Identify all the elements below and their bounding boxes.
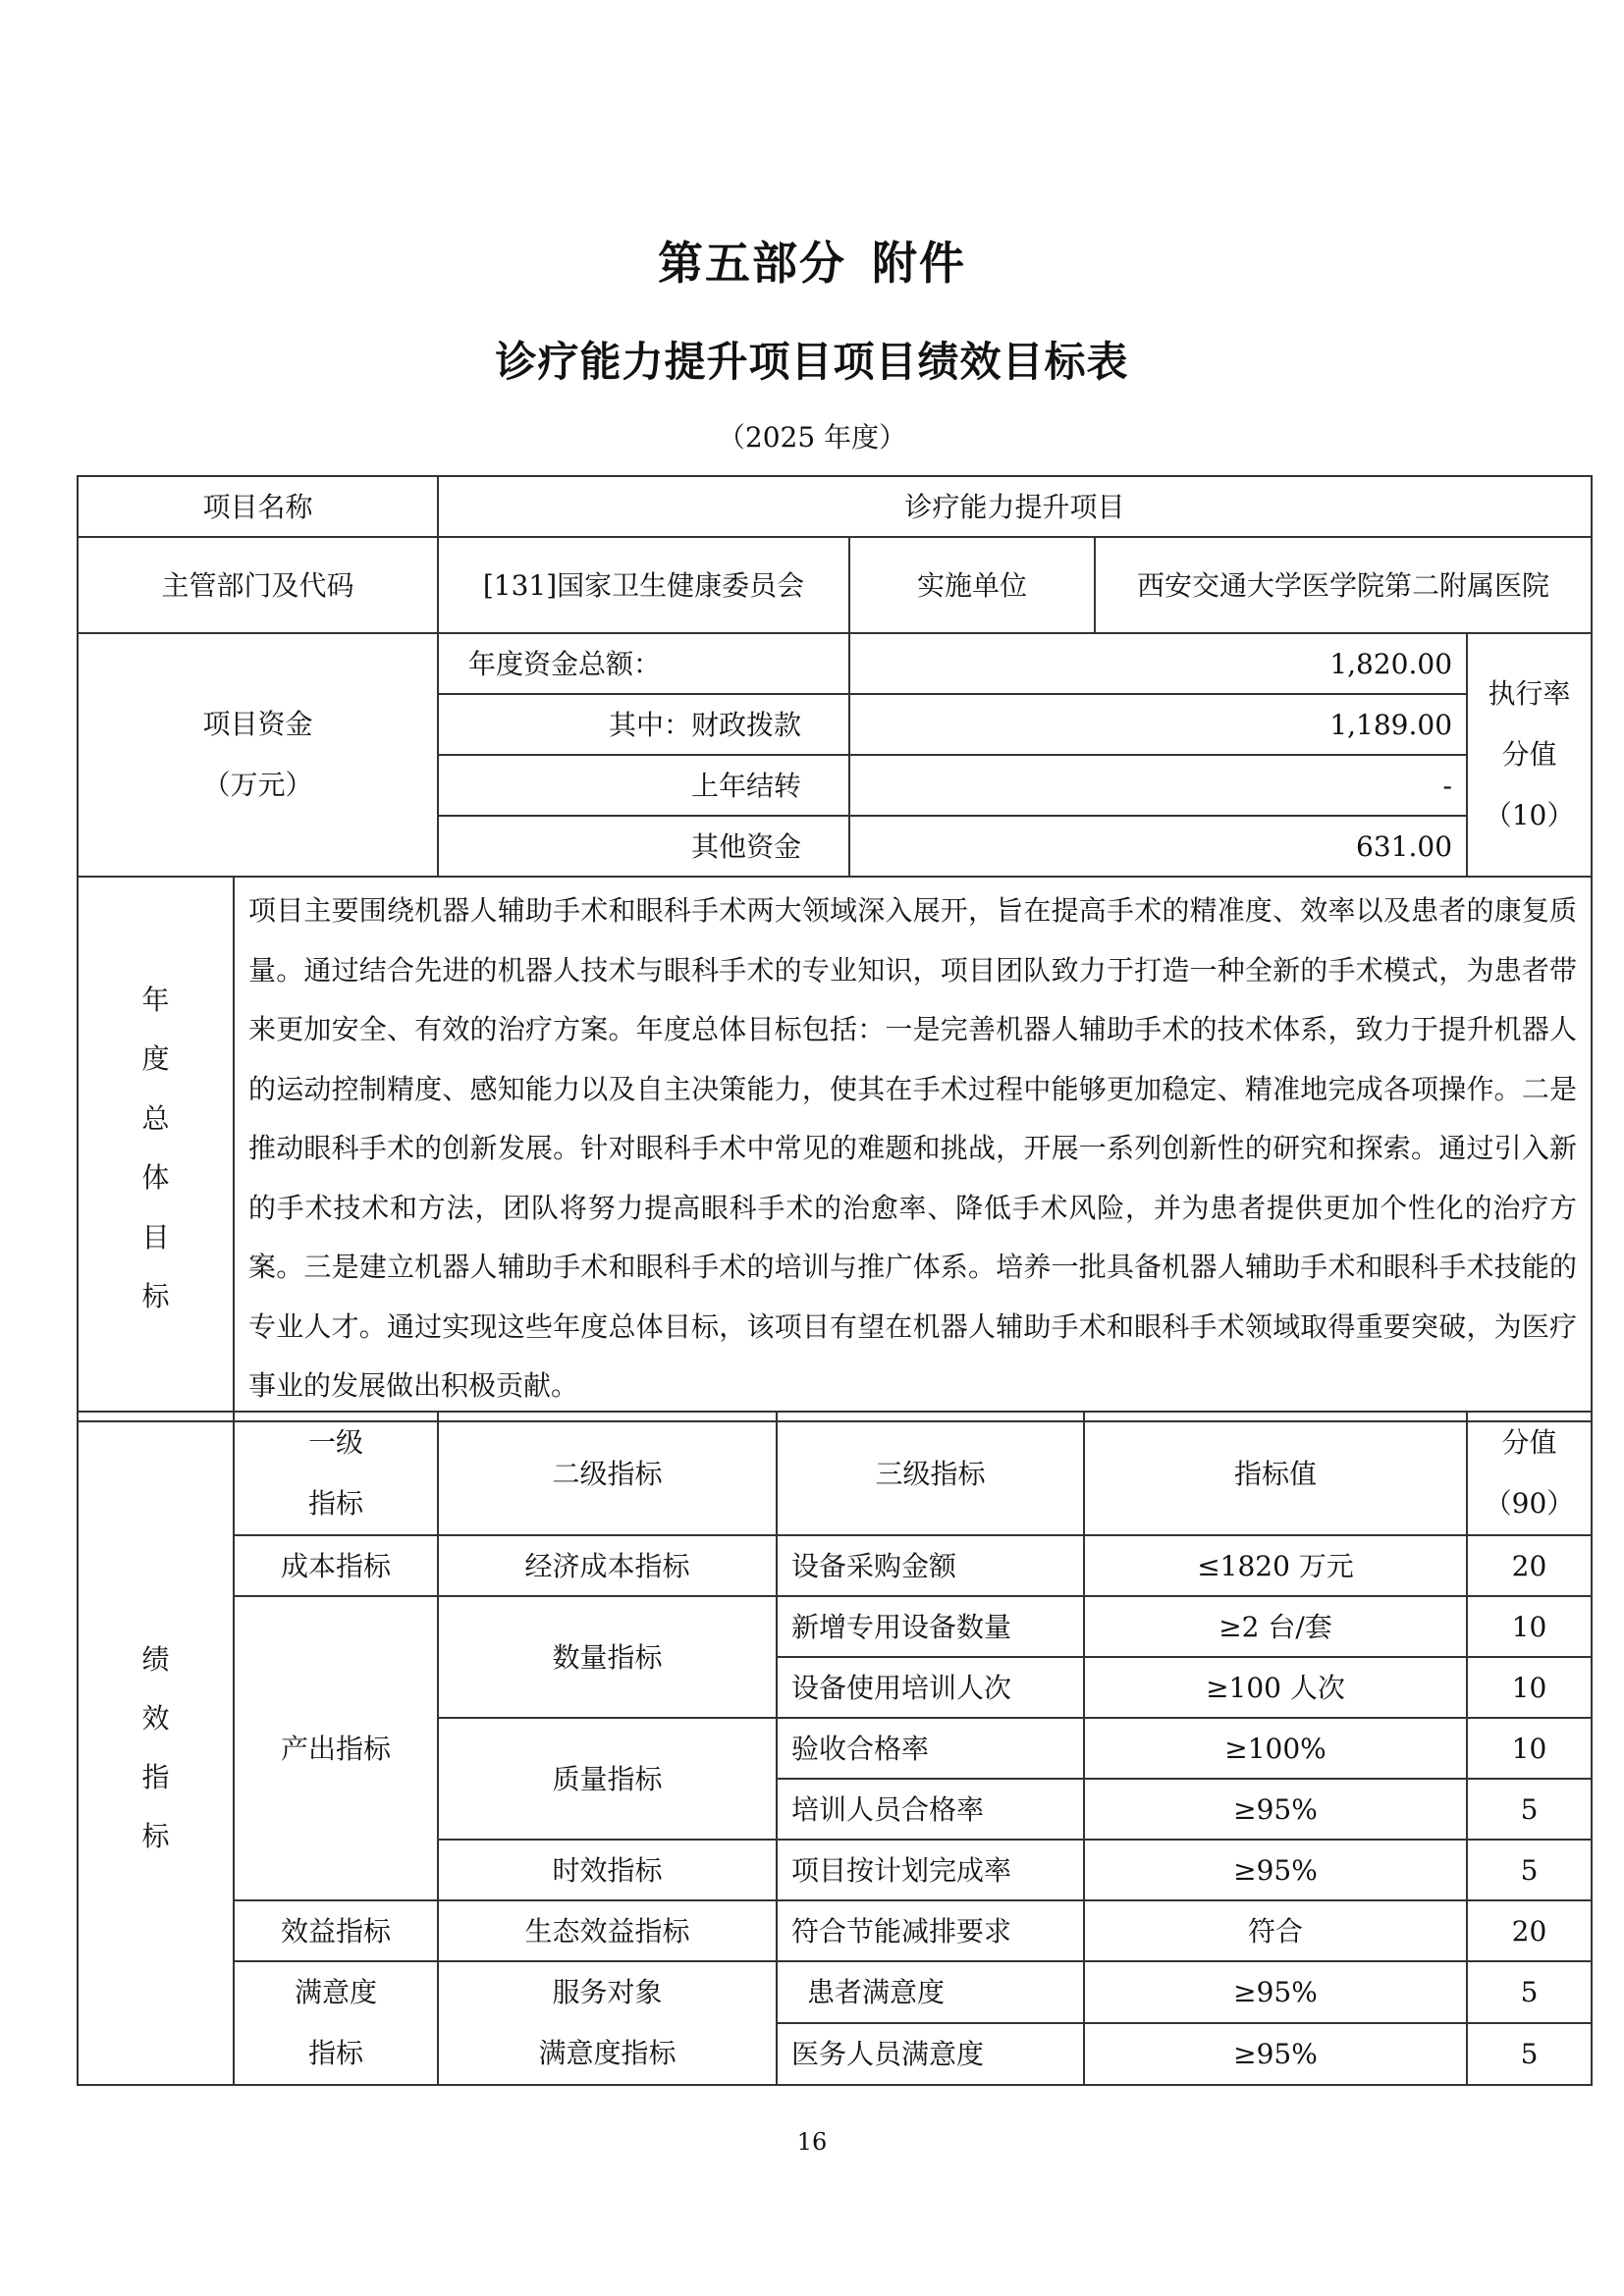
indicator-row [78, 1596, 1592, 1657]
header-level1-line: 一级 [307, 1426, 363, 1459]
implementing-unit-value: 西安交通大学医学院第二附属医院 [1095, 537, 1592, 633]
execution-rate-line3: （10） [1484, 799, 1575, 831]
performance-label-char: 标 [141, 1820, 170, 1852]
subgroup-quality: 质量指标 [438, 1718, 777, 1840]
project-name-row [78, 476, 1592, 537]
header-level1 [234, 1412, 438, 1535]
execution-rate-score [1467, 633, 1592, 877]
performance-label-char: 效 [141, 1702, 170, 1735]
project-funds-label [78, 633, 438, 877]
execution-rate-line2: 分值 [1501, 738, 1557, 771]
performance-label-char: 指 [141, 1761, 170, 1793]
performance-table [77, 1411, 1593, 2086]
fund-row-value: 1,189.00 [849, 694, 1467, 755]
project-name-value: 诊疗能力提升项目 [438, 476, 1592, 537]
indicator-score: 5 [1467, 1840, 1592, 1900]
page-number: 16 [796, 2128, 828, 2156]
indicator-row [78, 1900, 1592, 1961]
annual-goal-label-char: 年 [141, 983, 170, 1016]
header-score-line: （90） [1484, 1487, 1575, 1520]
indicator-name: 验收合格率 [777, 1718, 1084, 1779]
part-title-main: 第五部分 [658, 237, 846, 290]
project-info-table [77, 475, 1593, 1422]
annual-goal-label-char: 目 [141, 1220, 170, 1254]
annual-goal-label-char: 总 [141, 1101, 170, 1135]
fund-row [78, 633, 1592, 694]
indicator-score: 5 [1467, 2023, 1592, 2085]
implementing-unit-label: 实施单位 [849, 537, 1095, 633]
indicator-score: 10 [1467, 1718, 1592, 1779]
indicator-target: ≥95% [1084, 1961, 1467, 2023]
indicator-target: ≥100% [1084, 1718, 1467, 1779]
subgroup-quantity: 数量指标 [438, 1596, 777, 1718]
project-name-label: 项目名称 [78, 476, 438, 537]
indicator-name: 培训人员合格率 [777, 1779, 1084, 1840]
year-label: （2025 年度） [717, 421, 907, 454]
department-row [78, 537, 1592, 633]
part-title-sub: 附件 [872, 237, 966, 290]
fund-row-value: 631.00 [849, 816, 1467, 877]
group-satisfaction-line: 指标 [307, 2037, 363, 2069]
fund-row-label: 其他资金 [438, 816, 849, 877]
annual-goal-label-char: 标 [141, 1280, 170, 1313]
execution-rate-line1: 执行率 [1488, 677, 1571, 710]
subgroup-service-line: 满意度指标 [538, 2037, 677, 2069]
subgroup-ecological: 生态效益指标 [438, 1900, 777, 1961]
header-target-value: 指标值 [1084, 1412, 1467, 1535]
annual-goal-label [78, 877, 234, 1421]
department-label: 主管部门及代码 [78, 537, 438, 633]
indicator-name: 符合节能减排要求 [777, 1900, 1084, 1961]
fund-row-label: 上年结转 [438, 755, 849, 816]
indicator-score: 10 [1467, 1596, 1592, 1657]
indicator-name: 设备使用培训人次 [777, 1657, 1084, 1718]
indicator-target: ≥2 台/套 [1084, 1596, 1467, 1657]
indicator-target: ≥95% [1084, 2023, 1467, 2085]
subgroup-economic-cost: 经济成本指标 [438, 1535, 777, 1596]
performance-header-row [78, 1412, 1592, 1535]
indicator-score: 20 [1467, 1535, 1592, 1596]
header-level2: 二级指标 [438, 1412, 777, 1535]
indicator-score: 20 [1467, 1900, 1592, 1961]
group-output: 产出指标 [234, 1596, 438, 1900]
group-cost: 成本指标 [234, 1535, 438, 1596]
department-value: [131]国家卫生健康委员会 [438, 537, 849, 633]
subgroup-service [438, 1961, 777, 2085]
header-level3: 三级指标 [777, 1412, 1084, 1535]
indicator-name: 设备采购金额 [777, 1535, 1084, 1596]
project-funds-label-line1: 项目资金 [202, 708, 313, 740]
header-score-line: 分值 [1501, 1426, 1557, 1459]
indicator-score: 10 [1467, 1657, 1592, 1718]
header-score [1467, 1412, 1592, 1535]
part-title [0, 228, 1624, 293]
header-level1-line: 指标 [307, 1487, 363, 1520]
performance-label [78, 1412, 234, 2085]
performance-label-char: 绩 [141, 1643, 170, 1676]
indicator-target: 符合 [1084, 1900, 1467, 1961]
indicator-name: 新增专用设备数量 [777, 1596, 1084, 1657]
indicator-target: ≥95% [1084, 1779, 1467, 1840]
indicator-target: ≥95% [1084, 1840, 1467, 1900]
indicator-score: 5 [1467, 1961, 1592, 2023]
annual-goal-label-char: 体 [141, 1161, 170, 1195]
group-satisfaction [234, 1961, 438, 2085]
indicator-name: 项目按计划完成率 [777, 1840, 1084, 1900]
subgroup-timeliness: 时效指标 [438, 1840, 777, 1900]
subgroup-service-line: 服务对象 [552, 1976, 663, 2008]
annual-goal-text: 项目主要围绕机器人辅助手术和眼科手术两大领域深入展开，旨在提高手术的精准度、效率以及患者的康复质量。通过结合先进的机器人技术与眼科手术的专业知识，项目团队致力于打造一种全新的手术模式，为患者带来更加安全、有效的治疗方案。年度总体目标包括：一是完善机器人辅助手术的技术体系，致力于提升机器人的运动控制精度、感知能力以及自主决策能力，使其在手术过程中能够更加稳定、精准地完成各项操作。二是推动眼科手术的创新发展。针对眼科手术中常见的难题和挑战，开展一系列创新性的研究和探索。通过引入新的手术技术和方法，团队将努力提高眼科手术的治愈率、降低手术风险，并为患者提供更加个性化的治疗方案。三是建立机器人辅助手术和眼科手术的培训与推广体系。培养一批具备机器人辅助手术和眼科手术技能的专业人才。通过实现这些年度总体目标，该项目有望在机器人辅助手术和眼科手术领域取得重要突破，为医疗事业的发展做出积极贡献。 [234, 877, 1592, 1421]
group-benefit: 效益指标 [234, 1900, 438, 1961]
fund-row-label: 年度资金总额： [438, 633, 849, 694]
annual-goal-row [78, 877, 1592, 1421]
indicator-name: 患者满意度 [777, 1961, 1084, 2023]
group-satisfaction-line: 满意度 [294, 1976, 377, 2008]
annual-goal-label-char: 度 [141, 1042, 170, 1076]
indicator-target: ≥100 人次 [1084, 1657, 1467, 1718]
fund-row-value: - [849, 755, 1467, 816]
fund-row-value: 1,820.00 [849, 633, 1467, 694]
indicator-name: 医务人员满意度 [777, 2023, 1084, 2085]
indicator-row [78, 1961, 1592, 2023]
project-funds-label-line2: （万元） [202, 769, 313, 801]
table-title: 诊疗能力提升项目项目绩效目标表 [495, 338, 1129, 386]
indicator-score: 5 [1467, 1779, 1592, 1840]
fund-row-label: 其中：财政拨款 [438, 694, 849, 755]
indicator-target: ≤1820 万元 [1084, 1535, 1467, 1596]
indicator-row [78, 1535, 1592, 1596]
